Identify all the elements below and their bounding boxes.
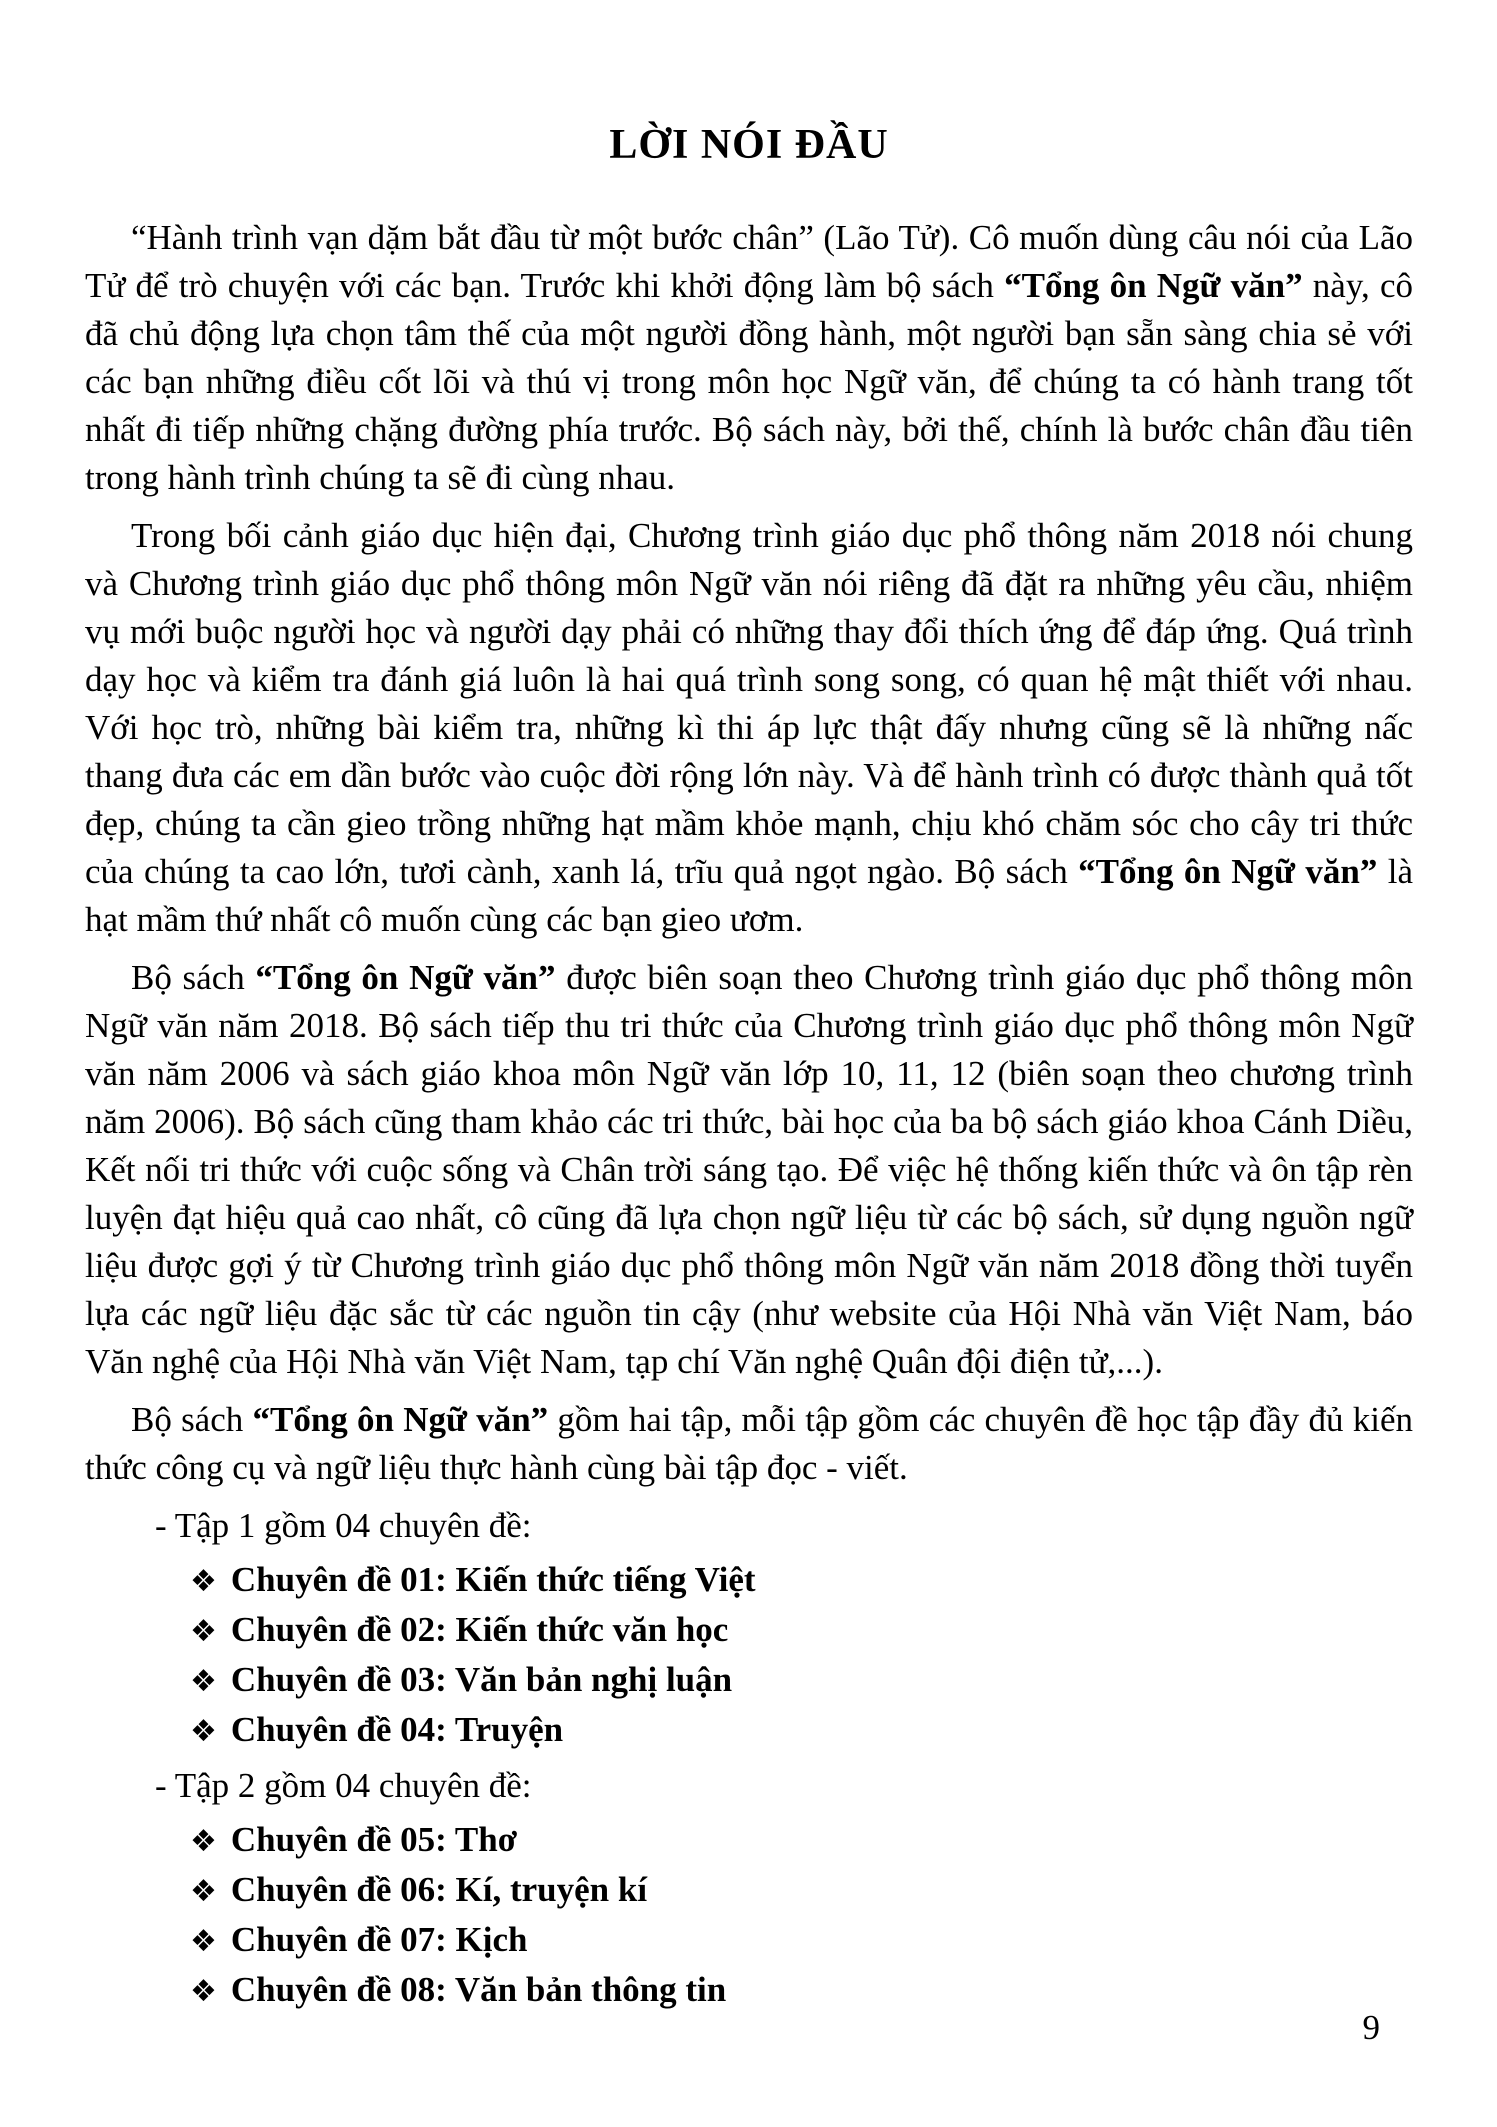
paragraph-education-context: Trong bối cảnh giáo dục hiện đại, Chương trình giáo dục phổ thông năm 2018 nói chung và Chương trình giáo dục phổ thông môn Ngữ văn nói riêng đã đặt ra những yêu cầu, nhiệm vụ mới buộc người học và người dạy phải có những thay đổi thích ứng để đáp ứng. Quá trình dạy học và kiểm tra đánh giá luôn là hai quá trình song song, có quan hệ mật thiết với nhau. Với học trò, những bài kiểm tra, những kì thi áp lực thật đấy nhưng cũng sẽ là những nấc thang đưa các em dần bước vào cuộc đời rộng lớn này. Và để hành trình có được thành quả tốt đẹp, chúng ta cần gieo trồng những hạt mầm khỏe mạnh, chịu khó chăm sóc cho cây tri thức của chúng ta cao lớn, tươi cành, xanh lá, trĩu quả ngọt ngào. Bộ sách “Tổng ôn Ngữ văn” là hạt mầm thứ nhất cô muốn cùng các bạn gieo ươm. (85, 516, 1414, 939)
list-item-chuyen-de-05 (190, 1816, 1413, 1866)
list-item-label: Chuyên đề 08: Văn bản thông tin (230, 1970, 727, 2009)
list-item-label: Chuyên đề 06: Kí, truyện kí (230, 1870, 648, 1909)
diamond-bullet-icon: ❖ (190, 1564, 217, 1599)
list-item-chuyen-de-04 (190, 1706, 1413, 1756)
list-item-chuyen-de-01 (190, 1556, 1413, 1606)
diamond-bullet-icon: ❖ (190, 1824, 217, 1859)
list-heading-tap-2: - Tập 2 gồm 04 chuyên đề: (155, 1766, 532, 1805)
page-title: LỜI NÓI ĐẦU (609, 122, 889, 168)
paragraph-book-sources: Bộ sách “Tổng ôn Ngữ văn” được biên soạn theo Chương trình giáo dục phổ thông môn Ngữ văn năm 2018. Bộ sách tiếp thu tri thức của Chương trình giáo dục phổ thông môn Ngữ văn năm 2006 và sách giáo khoa môn Ngữ văn lớp 10, 11, 12 (biên soạn theo chương trình năm 2006). Bộ sách cũng tham khảo các tri thức, bài học của ba bộ sách giáo khoa Cánh Diều, Kết nối tri thức với cuộc sống và Chân trời sáng tạo. Để việc hệ thống kiến thức và ôn tập rèn luyện đạt hiệu quả cao nhất, cô cũng đã lựa chọn ngữ liệu từ các bộ sách, sử dụng nguồn ngữ liệu được gợi ý từ Chương trình giáo dục phổ thông môn Ngữ văn năm 2018 đồng thời tuyển lựa các ngữ liệu đặc sắc từ các nguồn tin cậy (như website của Hội Nhà văn Việt Nam, báo Văn nghệ của Hội Nhà văn Việt Nam, tạp chí Văn nghệ Quân đội điện tử,...). (85, 958, 1413, 1381)
list-item-chuyen-de-06 (190, 1866, 1413, 1916)
list-item-chuyen-de-02 (190, 1606, 1413, 1656)
list-heading-tap-1: - Tập 1 gồm 04 chuyên đề: (155, 1506, 532, 1545)
diamond-bullet-icon: ❖ (190, 1614, 217, 1649)
list-item-label: Chuyên đề 01: Kiến thức tiếng Việt (230, 1560, 756, 1599)
list-item-label: Chuyên đề 02: Kiến thức văn học (230, 1610, 729, 1649)
diamond-bullet-icon: ❖ (190, 1714, 217, 1749)
list-item-chuyen-de-07 (190, 1916, 1413, 1966)
diamond-bullet-icon: ❖ (190, 1974, 217, 2009)
paragraph-intro-quote: “Hành trình vạn dặm bắt đầu từ một bước chân” (Lão Tử). Cô muốn dùng câu nói của Lão Tử để trò chuyện với các bạn. Trước khi khởi động làm bộ sách “Tổng ôn Ngữ văn” này, cô đã chủ động lựa chọn tâm thế của một người đồng hành, một người bạn sẵn sàng chia sẻ với các bạn những điều cốt lõi và thú vị trong môn học Ngữ văn, để chúng ta có hành trang tốt nhất đi tiếp những chặng đường phía trước. Bộ sách này, bởi thế, chính là bước chân đầu tiên trong hành trình chúng ta sẽ đi cùng nhau. (85, 218, 1414, 497)
list-item-chuyen-de-03 (190, 1656, 1413, 1706)
list-item-label: Chuyên đề 04: Truyện (230, 1710, 564, 1749)
page-number: 9 (1362, 2008, 1380, 2047)
list-item-label: Chuyên đề 03: Văn bản nghị luận (230, 1660, 733, 1699)
diamond-bullet-icon: ❖ (190, 1874, 217, 1909)
diamond-bullet-icon: ❖ (190, 1664, 217, 1699)
diamond-bullet-icon: ❖ (190, 1924, 217, 1959)
list-item-chuyen-de-08 (190, 1966, 1413, 2016)
list-item-label: Chuyên đề 05: Thơ (230, 1820, 518, 1859)
list-item-label: Chuyên đề 07: Kịch (230, 1920, 528, 1959)
paragraph-book-structure: Bộ sách “Tổng ôn Ngữ văn” gồm hai tập, mỗi tập gồm các chuyên đề học tập đầy đủ kiến thức công cụ và ngữ liệu thực hành cùng bài tập đọc - viết. (85, 1400, 1413, 1487)
